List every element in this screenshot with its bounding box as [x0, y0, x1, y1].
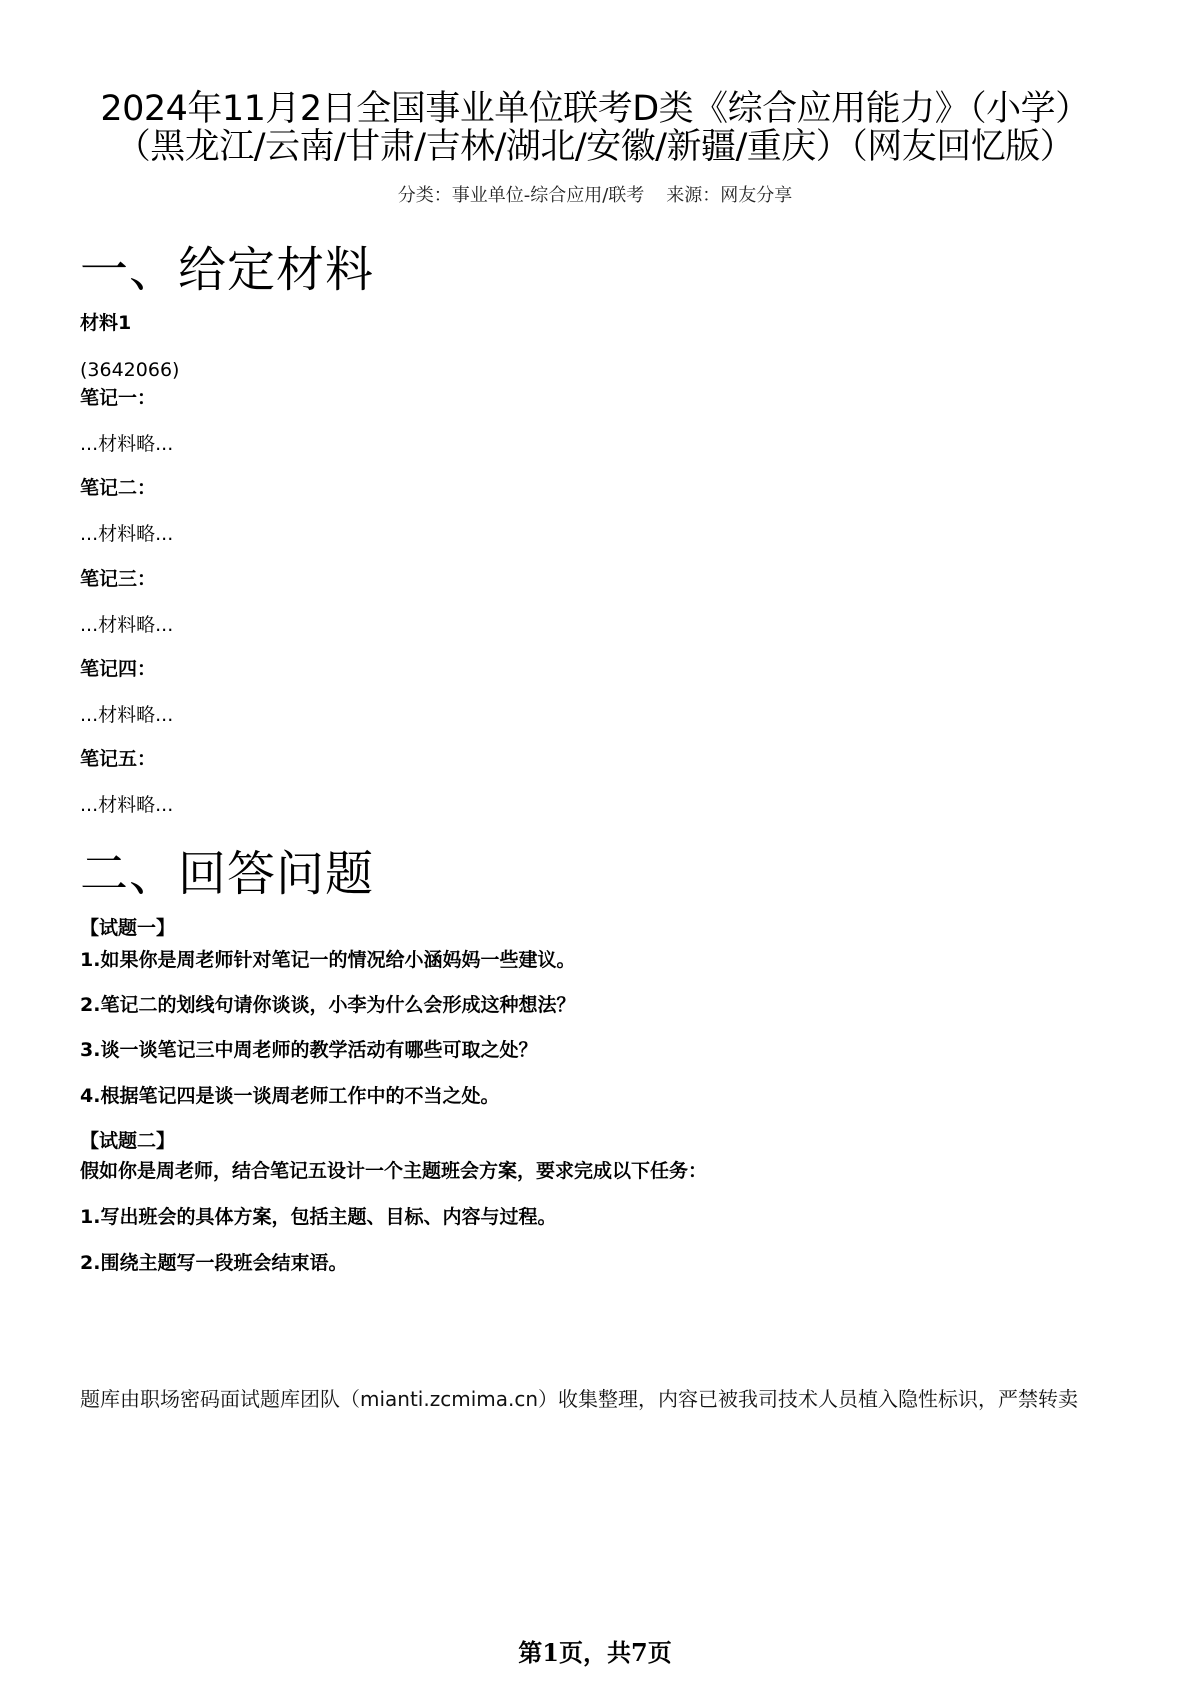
note-content-4: ...材料略... [80, 704, 174, 726]
question-group-2-label: 【试题二】 [80, 1130, 176, 1152]
question-2-1: 1.写出班会的具体方案，包括主题、目标、内容与过程。 [80, 1206, 557, 1228]
question-group-1-label: 【试题一】 [80, 917, 176, 939]
material-label: 材料1 [80, 312, 132, 334]
section-heading-materials: 一、给定材料 [80, 242, 375, 298]
copyright-note: 题库由职场密码面试题库团队（mianti.zcmima.cn）收集整理，内容已被我司技术人员植入隐性标识，严禁转卖 [80, 1387, 1079, 1411]
note-label-4: 笔记四： [80, 658, 157, 680]
note-content-3: ...材料略... [80, 614, 174, 636]
section-heading-questions: 二、回答问题 [80, 846, 375, 902]
note-content-5: ...材料略... [80, 794, 174, 816]
question-1-3: 3.谈一谈笔记三中周老师的教学活动有哪些可取之处？ [80, 1039, 538, 1061]
page-number: 第1页，共7页 [518, 1638, 672, 1667]
source-label: 来源：网友分享 [666, 185, 793, 206]
question-2-intro: 假如你是周老师，结合笔记五设计一个主题班会方案，要求完成以下任务： [80, 1160, 708, 1182]
note-content-1: ...材料略... [80, 433, 174, 455]
note-label-2: 笔记二： [80, 477, 157, 499]
note-content-2: ...材料略... [80, 523, 174, 545]
category-label: 分类：事业单位-综合应用/联考 [397, 185, 645, 206]
question-2-2: 2.围绕主题写一段班会结束语。 [80, 1252, 348, 1274]
question-1-4: 4.根据笔记四是谈一谈周老师工作中的不当之处。 [80, 1085, 500, 1107]
document-title-line1: 2024年11月2日全国事业单位联考D类《综合应用能力》（小学） [100, 89, 1090, 129]
document-title-line2: （黑龙江/云南/甘肃/吉林/湖北/安徽/新疆/重庆）（网友回忆版） [115, 127, 1075, 167]
document-meta [0, 184, 1190, 208]
note-label-3: 笔记三： [80, 568, 157, 590]
note-label-1: 笔记一： [80, 387, 157, 409]
question-1-2: 2.笔记二的划线句请你谈谈，小李为什么会形成这种想法？ [80, 994, 576, 1016]
material-code: (3642066) [80, 359, 180, 381]
question-1-1: 1.如果你是周老师针对笔记一的情况给小涵妈妈一些建议。 [80, 949, 576, 971]
note-label-5: 笔记五： [80, 748, 157, 770]
